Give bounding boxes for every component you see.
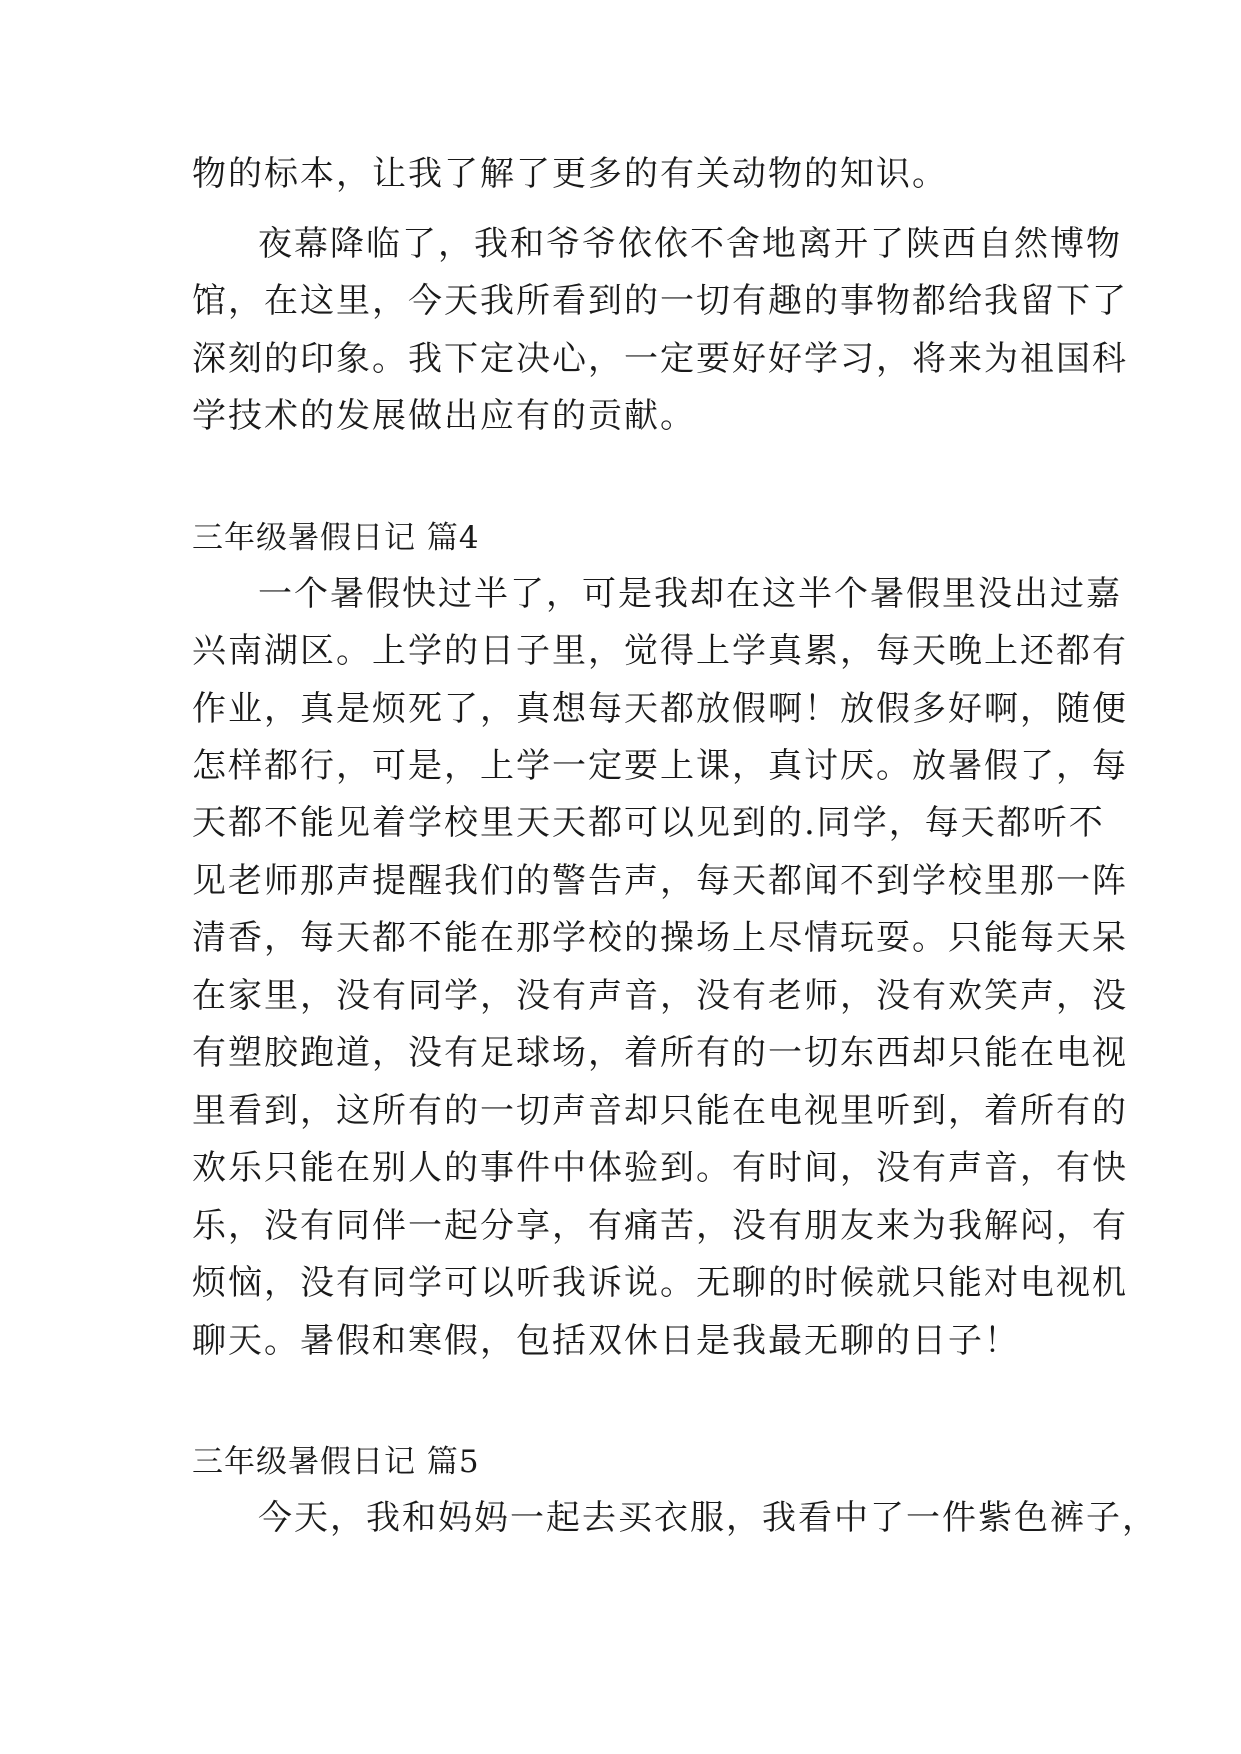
paragraph-line: 在家里，没有同学，没有声音，没有老师，没有欢笑声，没	[192, 976, 1128, 1016]
paragraph-line: 有塑胶跑道，没有足球场，着所有的一切东西却只能在电视	[192, 1033, 1128, 1073]
paragraph-line: 清香，每天都不能在那学校的操场上尽情玩耍。只能每天呆	[192, 918, 1128, 958]
paragraph-line: 天都不能见着学校里天天都可以见到的.同学，每天都听不	[192, 803, 1105, 843]
paragraph-line: 怎样都行，可是，上学一定要上课，真讨厌。放暑假了，每	[192, 746, 1128, 786]
paragraph-line: 作业，真是烦死了，真想每天都放假啊！放假多好啊，随便	[192, 689, 1128, 729]
paragraph-line: 深刻的印象。我下定决心，一定要好好学习，将来为祖国科	[192, 339, 1128, 379]
paragraph-line: 兴南湖区。上学的日子里，觉得上学真累，每天晚上还都有	[192, 631, 1128, 671]
paragraph-line: 烦恼，没有同学可以听我诉说。无聊的时候就只能对电视机	[192, 1263, 1128, 1303]
paragraph-line: 馆，在这里，今天我所看到的一切有趣的事物都给我留下了	[192, 281, 1128, 321]
section-heading: 三年级暑假日记 篇5	[192, 1444, 480, 1480]
paragraph-line: 见老师那声提醒我们的警告声，每天都闻不到学校里那一阵	[192, 861, 1128, 901]
paragraph-line: 物的标本，让我了解了更多的有关动物的知识。	[192, 154, 948, 194]
paragraph-line: 夜幕降临了，我和爷爷依依不舍地离开了陕西自然博物	[258, 224, 1122, 264]
section-heading: 三年级暑假日记 篇4	[192, 520, 480, 556]
paragraph-line: 里看到，这所有的一切声音却只能在电视里听到，着所有的	[192, 1091, 1128, 1131]
paragraph-line: 一个暑假快过半了，可是我却在这半个暑假里没出过嘉	[258, 574, 1122, 614]
paragraph-line: 聊天。暑假和寒假，包括双休日是我最无聊的日子！	[192, 1321, 1020, 1361]
paragraph-line: 学技术的发展做出应有的贡献。	[192, 396, 696, 436]
paragraph-line: 欢乐只能在别人的事件中体验到。有时间，没有声音，有快	[192, 1148, 1128, 1188]
paragraph-line: 今天，我和妈妈一起去买衣服，我看中了一件紫色裤子，	[258, 1498, 1158, 1538]
paragraph-line: 乐，没有同伴一起分享，有痛苦，没有朋友来为我解闷，有	[192, 1206, 1128, 1246]
